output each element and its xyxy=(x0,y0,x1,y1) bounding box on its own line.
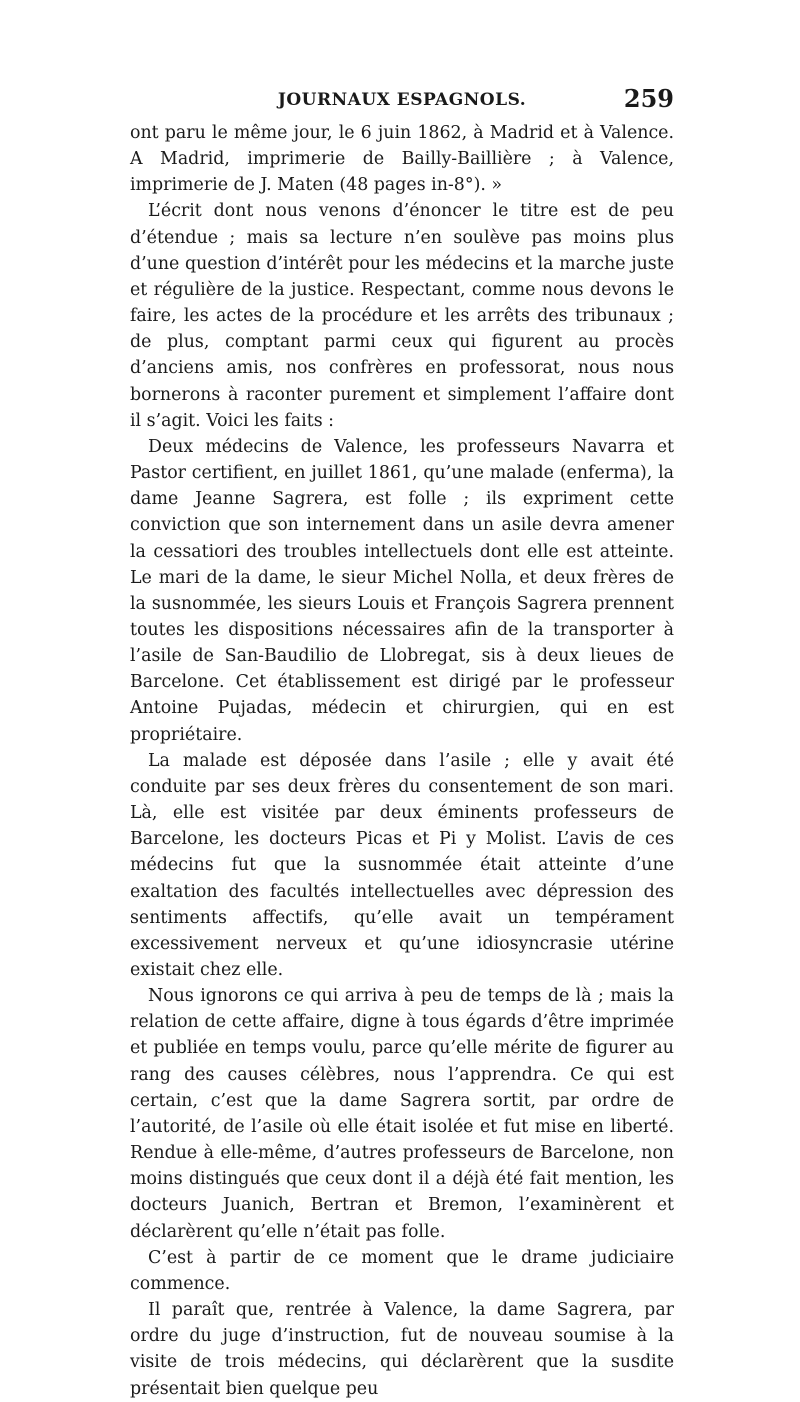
running-title: JOURNAUX ESPAGNOLS. xyxy=(277,90,527,110)
body-text xyxy=(130,120,674,1402)
running-header xyxy=(130,84,674,114)
paragraph: Nous ignorons ce qui arriva à peu de temps de là ; mais la relation de cette affaire, digne à tous égards d’être imprimée et publiée en temps voulu, parce qu’elle mérite de figurer au rang des causes célèbres, nous l’apprendra. Ce qui est certain, c’est que la dame Sagrera sortit, par ordre de l’autorité, de l’asile où elle était isolée et fut mise en liberté. Rendue à elle-même, d’autres professeurs de Barcelone, non moins distingués que ceux dont il a déjà été fait mention, les docteurs Juanich, Bertran et Bremon, l’examinèrent et déclarèrent qu’elle n’était pas folle. xyxy=(130,986,674,1242)
paragraph: Deux médecins de Valence, les professeurs Navarra et Pastor certifient, en juillet 1861, qu’une malade (enferma), la dame Jeanne Sagrera, est folle ; ils expriment cette conviction que son internement dans un asile devra amener la cessatiori des troubles intellectuels dont elle est atteinte. Le mari de la dame, le sieur Michel Nolla, et deux frères de la susnommée, les sieurs Louis et François Sagrera prennent toutes les dispositions nécessaires afin de la transporter à l’asile de San-Baudilio de Llobregat, sis à deux lieues de Barcelone. Cet établissement est dirigé par le professeur Antoine Pujadas, médecin et chirurgien, qui en est propriétaire. xyxy=(130,436,674,745)
page-number: 259 xyxy=(623,84,674,113)
paragraph: ont paru le même jour, le 6 juin 1862, à Madrid et à Valence. A Madrid, imprimerie de Bailly-Baillière ; à Valence, imprimerie de J. Maten (48 pages in-8°). » xyxy=(130,123,674,196)
paragraph: L’écrit dont nous venons d’énoncer le titre est de peu d’étendue ; mais sa lecture n’en soulève pas moins plus d’une question d’intérêt pour les médecins et la marche juste et régulière de la justice. Respectant, comme nous devons le faire, les actes de la procédure et les arrêts des tribunaux ; de plus, comptant parmi ceux qui figurent au procès d’anciens amis, nos confrères en professorat, nous nous bornerons à raconter purement et simplement l’affaire dont il s’agit. Voici les faits : xyxy=(130,201,674,431)
book-page xyxy=(130,84,674,1402)
paragraph: Il paraît que, rentrée à Valence, la dame Sagrera, par ordre du juge d’instruction, fut de nouveau soumise à la visite de trois médecins, qui déclarèrent que la susdite présentait bien quelque peu xyxy=(130,1300,674,1399)
paragraph: C’est à partir de ce moment que le drame judiciaire commence. xyxy=(130,1247,674,1294)
paragraph: La malade est déposée dans l’asile ; elle y avait été conduite par ses deux frères du consentement de son mari. Là, elle est visitée par deux éminents professeurs de Barcelone, les docteurs Picas et Pi y Molist. L’avis de ces médecins fut que la susnommée était atteinte d’une exaltation des facultés intellectuelles avec dépression des sentiments affectifs, qu’elle avait un tempérament excessivement nerveux et qu’une idiosyncrasie utérine existait chez elle. xyxy=(130,750,674,980)
